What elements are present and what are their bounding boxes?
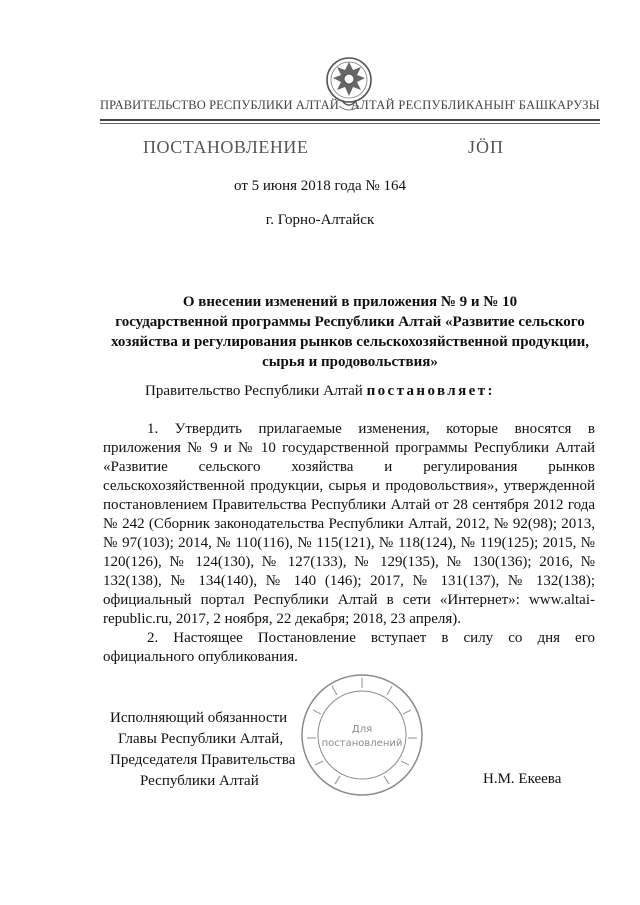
signatory-line: Республики Алтай — [140, 773, 259, 789]
signatory-line: Главы Республики Алтай, — [118, 731, 284, 747]
official-seal — [297, 670, 427, 800]
title-line: О внесении изменений в приложения № 9 и № 10 — [182, 294, 518, 310]
paragraph-2: 2. Настоящее Постановление вступает в силу со дня его официального опубликования. — [103, 630, 595, 665]
government-name-russian: ПРАВИТЕЛЬСТВО РЕСПУБЛИКИ АЛТАЙ — [100, 98, 339, 112]
header-rule-thin — [100, 123, 600, 124]
header-rule-thick — [100, 119, 600, 121]
document-type-altai: ЈӦП — [468, 137, 505, 157]
resolution-body — [103, 420, 595, 667]
title-line: хозяйства и регулирования рынков сельскохозяйственной продукции, — [110, 334, 590, 350]
document-type: ПОСТАНОВЛЕНИЕ — [143, 137, 309, 157]
document-city: г. Горно-Алтайск — [265, 212, 375, 228]
title-line: государственной программы Республики Алтай «Развитие сельского — [115, 314, 585, 330]
paragraph-1: 1. Утвердить прилагаемые изменения, которые вносятся в приложения № 9 и № 10 государственной программы Республики Алтай «Развитие сельского хозяйства и регулирования рынков сельскохозяйственной продукции, сырья и продовольствия», утвержденной постановлением Правительства Республики Алтай от 28 сентября 2012 года № 242 (Сборник законодательства Республики Алтай, 2012, № 92(98); 2013, № 97(103); 2014, № 110(116), № 115(121), № 118(124), № 119(125); 2015, № 120(126), № 124(130), № 127(133), № 129(135), № 130(136); 2016, № 132(138), № 134(140), № 140 (146); 2017, № 131(137), № 132(138); официальный портал Республики Алтай в сети «Интернет»: www.altai-republic.ru, 2017, 2 ноября, 22 декабря; 2018, 23 апреля). — [103, 421, 595, 627]
resolution-intro — [145, 383, 495, 400]
signatory-line: Председателя Правительства — [110, 752, 296, 768]
signatory-position — [110, 708, 295, 792]
seal-text-line1: Для — [351, 724, 373, 735]
document-title — [100, 292, 600, 372]
title-line: сырья и продовольствия» — [262, 354, 438, 370]
seal-text-line2: постановлений — [321, 738, 403, 749]
signatory-line: Исполняющий обязанности — [110, 710, 288, 726]
document-date-number: от 5 июня 2018 года № 164 — [234, 178, 406, 194]
intro-verb: постановляет: — [366, 383, 495, 399]
government-name-altai: АЛТАЙ РЕСПУБЛИКАНЫҤ БАШКАРУЗЫ — [350, 98, 600, 112]
signatory-name: Н.М. Екеева — [483, 771, 562, 787]
intro-prefix: Правительство Республики Алтай — [145, 383, 367, 399]
letterhead — [100, 50, 600, 120]
